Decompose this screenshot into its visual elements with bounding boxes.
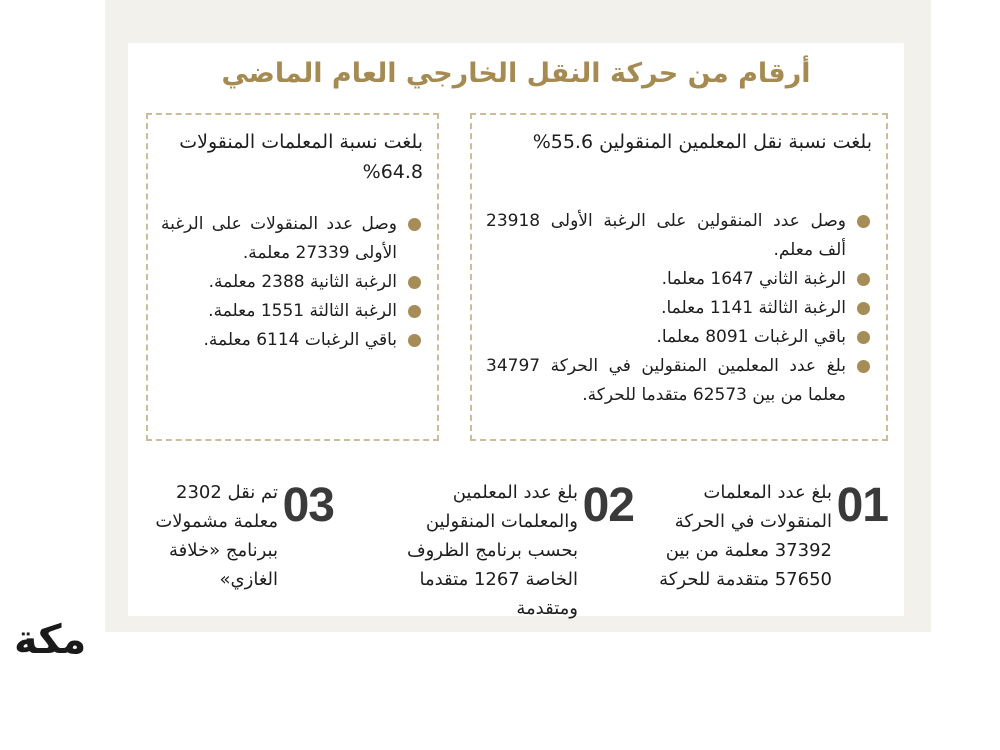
stat-03 [140,478,334,608]
stat-number: 03 [282,479,334,532]
list-item: الرغبة الثالثة 1551 معلمة. [161,297,423,326]
bullet-icon [408,334,421,347]
bullet-icon [408,305,421,318]
list-item: وصل عدد المنقولات على الرغبة الأولى 27339 معلمة. [161,210,423,268]
male-teachers-heading: بلغت نسبة نقل المعلمين المنقولين 55.6% [532,131,872,153]
makkah-logo: مكة [14,617,87,663]
list-item: الرغبة الثاني 1647 معلما. [486,265,872,294]
bullet-icon [408,276,421,289]
bullet-icon [857,331,870,344]
list-item: باقي الرغبات 6114 معلمة. [161,326,423,355]
female-teachers-box [146,113,439,441]
stat-number: 02 [582,479,634,532]
list-item: الرغبة الثالثة 1141 معلما. [486,294,872,323]
list-item: وصل عدد المنقولين على الرغبة الأولى 23918 ألف معلم. [486,207,872,265]
infographic-title: أرقام من حركة النقل الخارجي العام الماضي [221,58,811,89]
bullet-icon [857,360,870,373]
stat-01 [630,478,888,608]
bullet-icon [857,273,870,286]
stat-number: 01 [836,479,888,532]
male-teachers-list [486,207,872,410]
bullet-icon [408,218,421,231]
stat-text: بلغ عدد المعلمين والمعلمات المنقولين بحسب برنامج الظروف الخاصة 1267 متقدما ومتقدمة [406,482,578,619]
stat-02 [390,478,634,619]
female-teachers-heading: بلغت نسبة المعلمات المنقولات 64.8% [179,131,423,183]
stat-text: بلغ عدد المعلمات المنقولات في الحركة 37392 معلمة من بين 57650 متقدمة للحركة [659,482,832,590]
male-teachers-box [470,113,888,441]
bullet-icon [857,302,870,315]
list-item: باقي الرغبات 8091 معلما. [486,323,872,352]
female-teachers-list [161,210,423,355]
stat-text: تم نقل 2302 معلمة مشمولات ببرنامج «خلافة الغازي» [155,482,278,590]
bullet-icon [857,215,870,228]
list-item: الرغبة الثانية 2388 معلمة. [161,268,423,297]
list-item: بلغ عدد المعلمين المنقولين في الحركة 34797 معلما من بين 62573 متقدما للحركة. [486,352,872,410]
